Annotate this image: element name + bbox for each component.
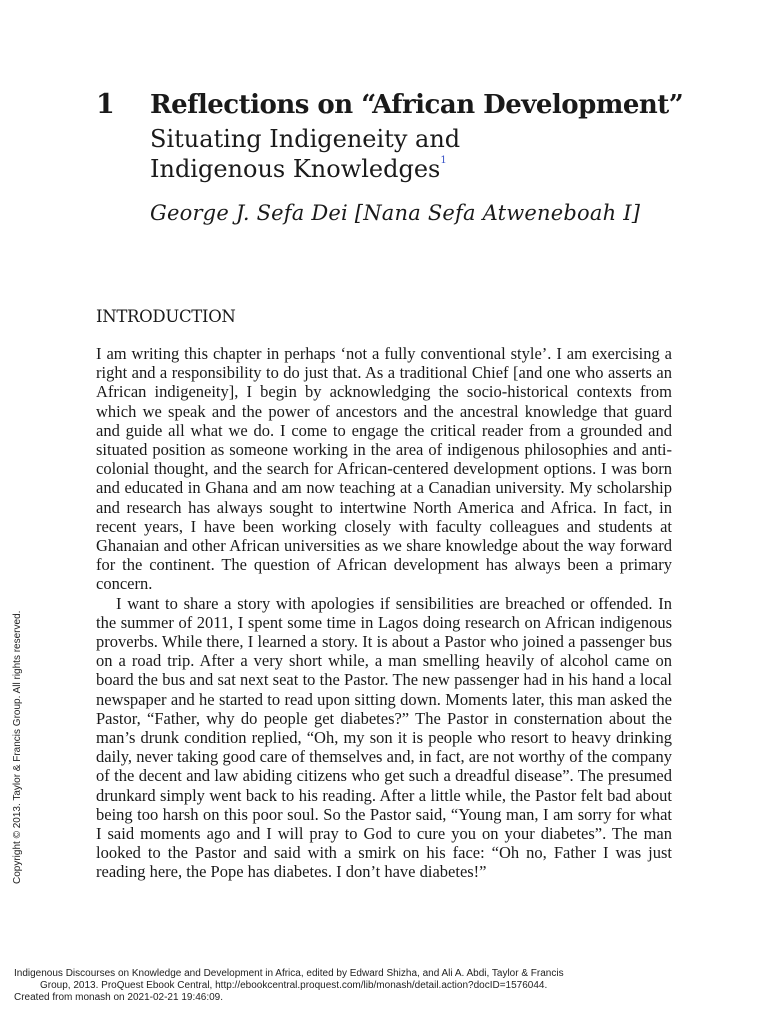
body-text xyxy=(96,344,672,882)
footer-line-3: Created from monash on 2021-02-21 19:46:09. xyxy=(14,992,224,1003)
chapter-subtitle-line-2-text: Indigenous Knowledges xyxy=(150,155,441,183)
section-heading: INTRODUCTION xyxy=(96,307,236,326)
chapter-subtitle-line-2 xyxy=(150,154,650,184)
footer xyxy=(14,968,754,1004)
chapter-number: 1 xyxy=(96,89,115,120)
footnote-link[interactable]: 1 xyxy=(440,155,447,166)
chapter-subtitle-line-1: Situating Indigeneity and xyxy=(150,125,461,153)
paragraph: I am writing this chapter in perhaps ‘not a fully conventional style’. I am exercising a right and a responsibility to do just that. As a traditional Chief [and one who asserts an African indigeneity], I begin by acknowledging the socio-historical contexts from which we speak and the power of ancestors and the ancestral knowledge that guard and guide all what we do. I come to engage the critical reader from a grounded and situated position as someone working in the area of indigenous philosophies and anti-colonial thought, and the search for African-centered development options. I was born and educated in Ghana and am now teaching at a Canadian university. My scholarship and research has always sought to intertwine North America and Africa. In fact, in recent years, I have been working closely with faculty colleagues and students at Ghanaian and other African universities as we share knowledge about the way forward for the continent. The question of African development has always been a primary concern. xyxy=(96,344,672,594)
chapter-title: Reflections on “African Development” xyxy=(150,90,684,120)
copyright-notice: Copyright © 2013. Taylor & Francis Group. All rights reserved. xyxy=(12,610,23,884)
footer-line-1: Indigenous Discourses on Knowledge and Development in Africa, edited by Edward Shizha, and Ali A. Abdi, Taylor & Francis xyxy=(14,968,564,979)
paragraph: I want to share a story with apologies if sensibilities are breached or offended. In the summer of 2011, I spent some time in Lagos doing research on African indigenous proverbs. While there, I learned a story. It is about a Pastor who joined a passenger bus on a road trip. After a very short while, a man smelling heavily of alcohol came on board the bus and sat next seat to the Pastor. The new passenger had in his hand a local newspaper and he started to read upon sitting down. Moments later, this man asked the Pastor, “Father, why do people get diabetes?” The Pastor in consternation about the man’s drunk condition replied, “Oh, my son it is people who resort to heavy drinking daily, never taking good care of themselves and, in fact, are not worthy of the company of the decent and law abiding citizens who get such a dreadful disease”. The presumed drunkard simply went back to his reading. After a little while, the Pastor felt bad about being too harsh on this poor soul. So the Pastor said, “Young man, I am sorry for what I said moments ago and I will pray to God to cure you on your diabetes”. The man looked to the Pastor and said with a smirk on his face: “Oh no, Father I was just reading here, the Pope has diabetes. I don’t have diabetes!” xyxy=(96,593,672,882)
chapter-subtitle xyxy=(150,124,650,184)
chapter-author: George J. Sefa Dei [Nana Sefa Atweneboah I] xyxy=(150,201,641,225)
footer-line-2: Group, 2013. ProQuest Ebook Central, http://ebookcentral.proquest.com/lib/monash/detail.action?docID=1576044. xyxy=(40,980,548,991)
